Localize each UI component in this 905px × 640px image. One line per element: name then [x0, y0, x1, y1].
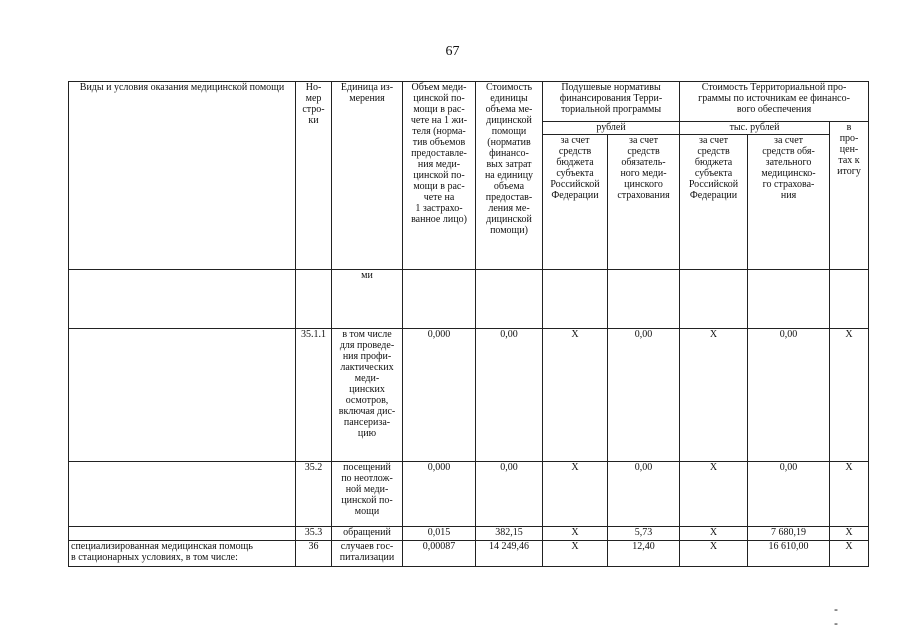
cell-tc-oms: 0,00	[748, 329, 830, 462]
cell-unit: обращений	[332, 527, 403, 541]
cell-kind	[69, 270, 296, 329]
cell-row-number	[296, 270, 332, 329]
header-unit-cost: Стоимость единицы объема ме- дицинской помощи (норматив финансо- вых затрат на единицу объема предостав- ления ме- дицинской помощи)	[476, 82, 543, 270]
scan-marks: - -	[834, 602, 868, 630]
cell-cost: 0,00	[476, 462, 543, 527]
header-tc-budget: за счет средств бюджета субъекта Российской Федерации	[680, 135, 748, 270]
header-percent: в про- цен- тах к итогу	[830, 122, 869, 270]
cell-row-number: 35.1.1	[296, 329, 332, 462]
cell-row-number: 35.3	[296, 527, 332, 541]
cell-cost: 382,15	[476, 527, 543, 541]
cell-tc-budget	[680, 270, 748, 329]
cell-volume: 0,000	[403, 329, 476, 462]
header-unit-thousand-rubles: тыс. рублей	[680, 122, 830, 135]
table-row	[69, 527, 869, 541]
cell-cost: 0,00	[476, 329, 543, 462]
cell-kind: специализированная медицинская помощь в стационарных условиях, в том числе:	[69, 541, 296, 567]
cell-kind	[69, 462, 296, 527]
cell-pc-oms: 12,40	[608, 541, 680, 567]
table-row	[69, 329, 869, 462]
cell-pc-budget: X	[543, 541, 608, 567]
header-pc-oms: за счет средств обязатель- ного меди- цинского страхования	[608, 135, 680, 270]
cell-tc-budget: X	[680, 541, 748, 567]
cell-unit: случаев гос- питализации	[332, 541, 403, 567]
cell-unit: ми	[332, 270, 403, 329]
cell-row-number: 35.2	[296, 462, 332, 527]
cell-tc-budget: X	[680, 527, 748, 541]
header-volume: Объем меди- цинской по- мощи в рас- чете на 1 жи- теля (норма- тив объемов предоставле- ния меди- цинской по- мощи в рас- чете на 1 застрахо- ванное лицо)	[403, 82, 476, 270]
cell-pc-budget: X	[543, 462, 608, 527]
cell-pc-budget: X	[543, 527, 608, 541]
cell-tc-oms: 0,00	[748, 462, 830, 527]
header-per-capita: Подушевые нормативы финансирования Терри- ториальной программы	[543, 82, 680, 122]
cell-tc-budget: X	[680, 329, 748, 462]
cell-volume: 0,00087	[403, 541, 476, 567]
cell-tc-budget: X	[680, 462, 748, 527]
header-unit: Единица из- мерения	[332, 82, 403, 270]
cell-tc-oms: 16 610,00	[748, 541, 830, 567]
table-row	[69, 462, 869, 527]
table-row	[69, 541, 869, 567]
header-row-number: Но- мер стро- ки	[296, 82, 332, 270]
cell-tc-oms: 7 680,19	[748, 527, 830, 541]
cell-unit: посещений по неотлож- ной меди- цинской по- мощи	[332, 462, 403, 527]
cell-pc-oms: 5,73	[608, 527, 680, 541]
cell-row-number: 36	[296, 541, 332, 567]
cell-percent: X	[830, 527, 869, 541]
cell-percent: X	[830, 541, 869, 567]
cell-pc-oms: 0,00	[608, 329, 680, 462]
cell-volume: 0,000	[403, 462, 476, 527]
cell-volume	[403, 270, 476, 329]
header-unit-rubles: рублей	[543, 122, 680, 135]
cell-tc-oms	[748, 270, 830, 329]
header-tc-oms: за счет средств обя- зательного медицинско- го страхова- ния	[748, 135, 830, 270]
financing-norms-table	[68, 81, 869, 567]
cell-unit: в том числе для проведе- ния профи- лактических меди- цинских осмотров, включая дис- пансериза- цию	[332, 329, 403, 462]
cell-pc-oms: 0,00	[608, 462, 680, 527]
cell-pc-budget: X	[543, 329, 608, 462]
cell-kind	[69, 329, 296, 462]
cell-cost	[476, 270, 543, 329]
cell-pc-oms	[608, 270, 680, 329]
page-number: 67	[445, 44, 460, 59]
cell-kind	[69, 527, 296, 541]
header-pc-budget: за счет средств бюджета субъекта Российской Федерации	[543, 135, 608, 270]
header-program-cost: Стоимость Территориальной про- граммы по источникам ее финансо- вого обеспечения	[680, 82, 869, 122]
cell-volume: 0,015	[403, 527, 476, 541]
cell-percent: X	[830, 329, 869, 462]
cell-pc-budget	[543, 270, 608, 329]
cell-percent: X	[830, 462, 869, 527]
cell-cost: 14 249,46	[476, 541, 543, 567]
table-row	[69, 270, 869, 329]
header-kind: Виды и условия оказания медицинской помощи	[69, 82, 296, 270]
cell-percent	[830, 270, 869, 329]
